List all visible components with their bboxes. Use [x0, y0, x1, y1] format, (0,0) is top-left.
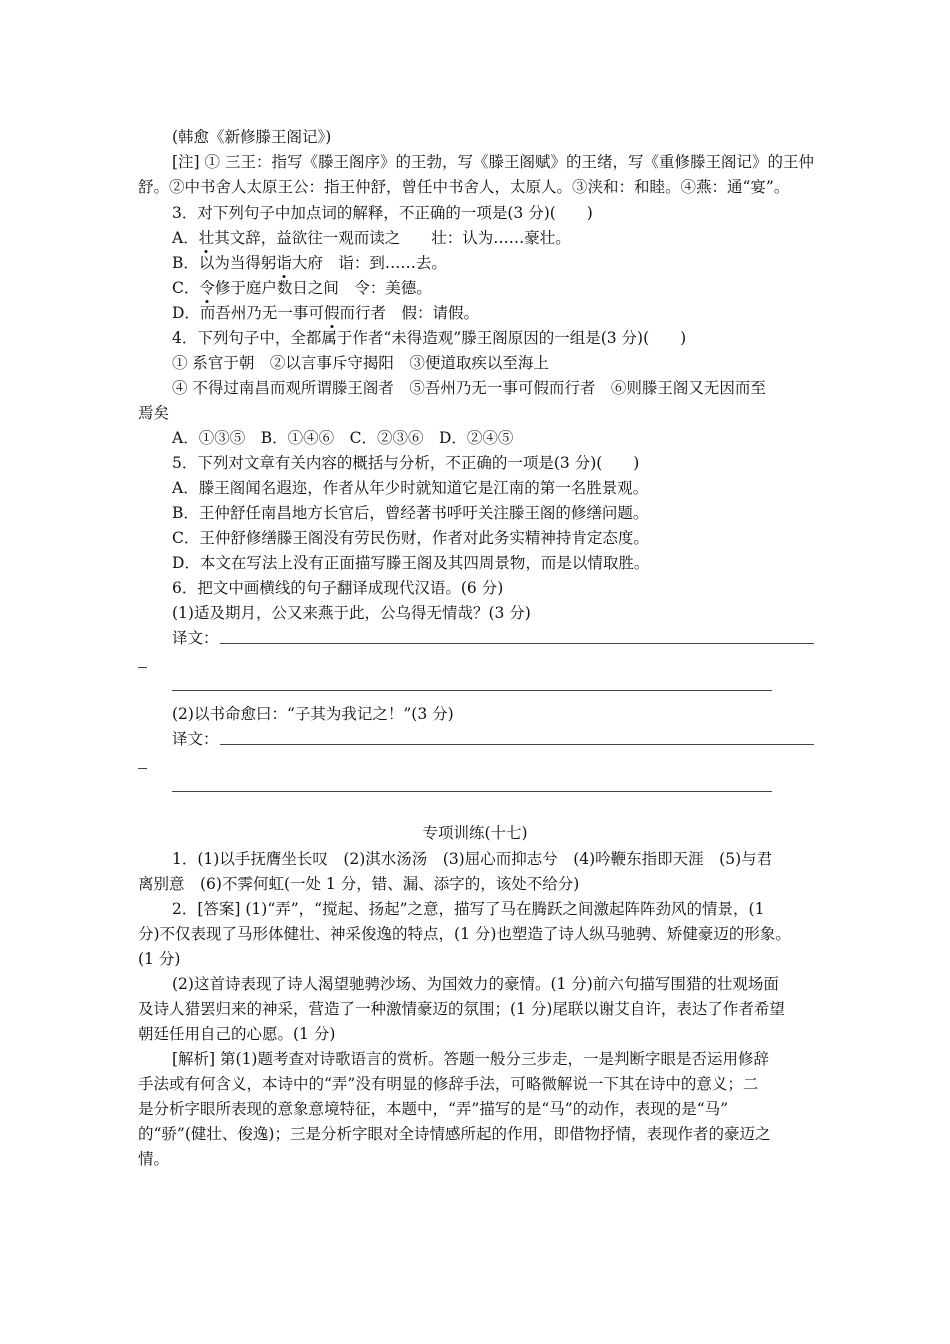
answer-2-line-4: (2)这首诗表现了诗人渴望驰骋沙场、为国效力的豪情。(1 分)前六句描写围猎的壮观场面 — [172, 975, 779, 993]
q6-sentence-1: (1)适及期月，公又来燕于此，公乌得无情哉？(3 分) — [172, 604, 531, 622]
q4-stem: 4．下列句子中，全都属于作者“未得造观”滕王阁原因的一组是(3 分)( ) — [172, 329, 687, 347]
analysis-line-4: 的“骄”(健壮、俊逸)；三是分析字眼对全诗情感所起的作用，即借物抒情，表现作者的豪迈之 — [138, 1125, 771, 1143]
q3-option-c — [172, 277, 432, 299]
q4-items-line-3: 焉矣 — [138, 404, 170, 422]
q4-items-line-1: ① 系官于朝 ②以言事斥守揭阳 ③便道取疾以至海上 — [172, 354, 549, 372]
q3-a-dotted-word: 壮 — [198, 229, 215, 247]
answer-2-line-1: 2．[答案] (1)“弄”，“搅起、扬起”之意，描写了马在腾跃之间激起阵阵劲风的情景，(1 — [172, 900, 765, 918]
q3-d-text: 而行者 假：请假。 — [339, 304, 479, 322]
q3-a-text: 其文辞，益欲往一观而读之 壮：认为……豪壮。 — [214, 229, 571, 247]
q4-items-line-2: ④ 不得过南昌而观所谓滕王阁者 ⑤吾州乃无一事可假而行者 ⑥则滕王阁又无因而至 — [172, 379, 766, 397]
q5-option-c: C．王仲舒修缮滕王阁没有劳民伤财，作者对此务实精神持肯定态度。 — [172, 529, 649, 547]
q5-option-a: A．滕王阁闻名遐迩，作者从年少时就知道它是江南的第一名胜景观。 — [172, 479, 649, 497]
q5-stem: 5．下列对文章有关内容的概括与分析，不正确的一项是(3 分)( ) — [172, 454, 640, 472]
answer-1-line-2: 离别意 (6)不霁何虹(一处 1 分，错、漏、添字的，该处不给分) — [138, 875, 580, 893]
analysis-line-3: 是分析字眼所表现的意象意境特征，本题中，“弄”描写的是“马”的动作，表现的是“马” — [138, 1100, 729, 1118]
q3-a-prefix: A． — [172, 229, 199, 247]
q3-c-dotted-word: 令 — [199, 279, 215, 297]
q6-label-2: 译文： — [172, 730, 219, 748]
q4-options: A．①③⑤ B．①④⑥ C．②③⑥ D．②④⑤ — [172, 429, 514, 447]
q3-b-prefix: B．以为当得躬 — [172, 254, 277, 272]
q5-option-b: B．王仲舒任南昌地方长官后，曾经著书呼吁关注滕王阁的修缮问题。 — [172, 504, 649, 522]
answer-line[interactable] — [172, 791, 772, 792]
q3-c-prefix: C． — [172, 279, 200, 297]
analysis-line-5: 情。 — [138, 1150, 170, 1168]
q6-stem: 6．把文中画横线的句子翻译成现代汉语。(6 分) — [172, 579, 504, 597]
analysis-line-2: 手法或有何含义，本诗中的“弄”没有明显的修辞手法，可略微解说一下其在诗中的意义；二 — [138, 1075, 759, 1093]
answer-line[interactable] — [172, 690, 772, 691]
q3-stem: 3．对下列句子中加点词的解释，不正确的一项是(3 分)( ) — [172, 204, 593, 222]
q3-d-prefix: D．而吾州乃无一事可 — [172, 304, 324, 322]
answer-2-line-3: (1 分) — [138, 950, 181, 968]
q3-option-b — [172, 252, 447, 274]
answer-line-dash — [138, 768, 147, 769]
q6-label-1: 译文： — [172, 629, 219, 647]
q6-sentence-2: (2)以书命愈曰：“子其为我记之！”(3 分) — [172, 705, 454, 723]
q5-option-d: D．本文在写法上没有正面描写滕王阁及其四周景物，而是以情取胜。 — [172, 554, 650, 572]
q3-c-text: 修于庭户数日之间 令：美德。 — [214, 279, 432, 297]
answer-line-dash — [138, 667, 147, 668]
q3-option-a — [172, 227, 571, 249]
source-citation: (韩愈《新修滕王阁记》) — [172, 128, 332, 146]
q3-d-dotted-word: 假 — [323, 304, 340, 322]
note-line-1: [注] ① 三王：指写《滕王阁序》的王勃，写《滕王阁赋》的王绪，写《重修滕王阁记》的王仲 — [172, 153, 814, 171]
answers-section-title: 专项训练(十七) — [422, 824, 528, 842]
q3-option-d — [172, 302, 479, 324]
answer-2-line-6: 朝廷任用自己的心愿。(1 分) — [138, 1025, 336, 1043]
analysis-line-1: [解析] 第(1)题考查对诗歌语言的赏析。答题一般分三步走，一是判断字眼是否运用修辞 — [172, 1050, 769, 1068]
answer-line[interactable] — [220, 643, 814, 644]
note-line-2: 舒。②中书舍人太原王公：指王仲舒，曾任中书舍人，太原人。③浃和：和睦。④燕：通“宴”。 — [138, 178, 790, 196]
q3-b-text: 大府 诣：到……去。 — [291, 254, 447, 272]
answer-1-line-1: 1．(1)以手抚膺坐长叹 (2)淇水汤汤 (3)屈心而抑志兮 (4)吟鞭东指即天涯 (5)与君 — [172, 850, 773, 868]
answer-2-line-2: 分)不仅表现了马形体健壮、神采俊逸的特点，(1 分)也塑造了诗人纵马驰骋、矫健豪迈的形象。 — [138, 925, 791, 943]
answer-line[interactable] — [220, 744, 814, 745]
q3-b-dotted-word: 诣 — [276, 254, 292, 272]
answer-2-line-5: 及诗人猎罢归来的神采，营造了一种激情豪迈的氛围；(1 分)尾联以谢艾自许，表达了作者希望 — [138, 1000, 785, 1018]
